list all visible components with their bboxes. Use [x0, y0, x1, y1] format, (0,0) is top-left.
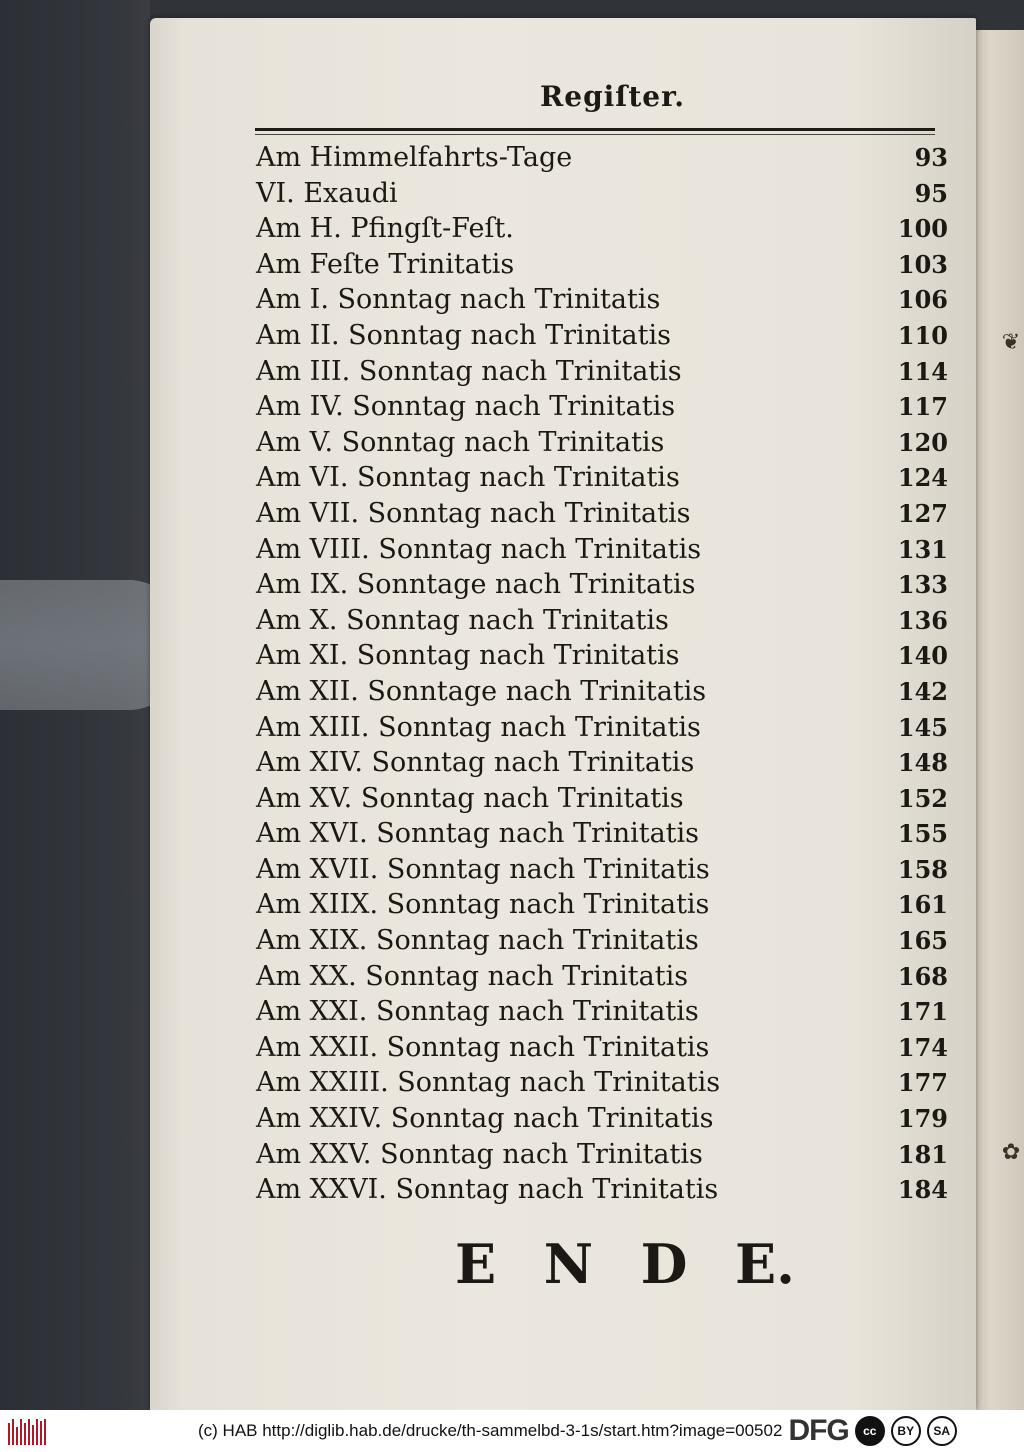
entry-title: Am XXIV. Sonntag nach Trinitatis — [256, 1103, 714, 1135]
viewer-footer — [0, 1410, 1024, 1452]
entry-page-number: 168 — [897, 961, 948, 991]
ornament-icon: ✿ — [1001, 1140, 1021, 1165]
register-entry — [256, 852, 956, 888]
copyright-link[interactable]: (c) HAB http://diglib.hab.de/drucke/th-sammelbd-3-1s/start.htm?image=00502 — [198, 1421, 783, 1440]
entry-page-number: 181 — [897, 1139, 948, 1169]
entry-page-number: 148 — [897, 748, 948, 778]
finis-line — [455, 1232, 795, 1296]
entry-page-number: 103 — [897, 249, 948, 279]
entry-title: Am VI. Sonntag nach Trinitatis — [256, 462, 680, 494]
finis-letter: N — [543, 1232, 594, 1296]
entry-page-number: 142 — [897, 676, 948, 706]
entry-page-number: 158 — [897, 854, 948, 884]
entry-page-number: 161 — [897, 890, 948, 920]
entry-title: Am XIX. Sonntag nach Trinitatis — [256, 925, 699, 957]
register-entry — [256, 389, 956, 425]
entry-page-number: 136 — [897, 605, 948, 635]
entry-title: Am VII. Sonntag nach Trinitatis — [256, 497, 691, 529]
entry-title: VI. Exaudi — [256, 177, 398, 209]
entry-page-number: 131 — [897, 534, 948, 564]
entry-page-number: 124 — [897, 463, 948, 493]
entry-title: Am XVII. Sonntag nach Trinitatis — [256, 853, 710, 885]
entry-title: Am XIII. Sonntag nach Trinitatis — [256, 711, 701, 743]
entry-page-number: 114 — [897, 356, 948, 386]
entry-page-number: 155 — [897, 819, 948, 849]
register-entry — [256, 247, 956, 283]
creative-commons-icon[interactable]: cc — [855, 1416, 885, 1446]
register-entry — [256, 887, 956, 923]
register-entry — [256, 1030, 956, 1066]
entry-title: Am V. Sonntag nach Trinitatis — [256, 426, 665, 458]
register-entry — [256, 567, 956, 603]
entry-title: Am XVI. Sonntag nach Trinitatis — [256, 818, 700, 850]
entry-title: Am XI. Sonntag nach Trinitatis — [256, 640, 680, 672]
facing-page-edge — [976, 30, 1024, 1410]
register-entry — [256, 959, 956, 995]
entry-title: Am XXIII. Sonntag nach Trinitatis — [256, 1067, 721, 1099]
entry-page-number: 120 — [897, 427, 948, 457]
entry-page-number: 93 — [914, 143, 948, 172]
register-entry — [256, 638, 956, 674]
register-entry — [256, 994, 956, 1030]
register-entry — [256, 140, 956, 176]
entry-title: Am X. Sonntag nach Trinitatis — [256, 604, 669, 636]
entry-title: Am IX. Sonntage nach Trinitatis — [256, 569, 696, 601]
entry-title: Am XXVI. Sonntag nach Trinitatis — [256, 1174, 719, 1206]
entry-page-number: 145 — [897, 712, 948, 742]
entry-title: Am XXV. Sonntag nach Trinitatis — [256, 1138, 703, 1170]
entry-page-number: 127 — [897, 498, 948, 528]
register-entry — [256, 532, 956, 568]
entry-page-number: 95 — [914, 178, 948, 208]
register-entry — [256, 211, 956, 247]
finis-letter: D — [640, 1232, 688, 1296]
entry-page-number: 106 — [897, 285, 948, 315]
entry-title: Am XIV. Sonntag nach Trinitatis — [256, 747, 695, 779]
entry-page-number: 171 — [897, 997, 948, 1027]
entry-title: Am Feſte Trinitatis — [256, 248, 515, 280]
entry-title: Am III. Sonntag nach Trinitatis — [256, 355, 682, 387]
register-entry — [256, 1065, 956, 1101]
entry-title: Am IV. Sonntag nach Trinitatis — [256, 391, 676, 423]
register-entry — [256, 354, 956, 390]
entry-title: Am XV. Sonntag nach Trinitatis — [256, 782, 684, 814]
finis-letter: E — [455, 1232, 497, 1296]
entry-page-number: 165 — [897, 926, 948, 956]
register-entry — [256, 745, 956, 781]
entry-title: Am XIIX. Sonntag nach Trinitatis — [256, 889, 710, 921]
header-rule — [255, 128, 935, 131]
entry-title: Am XII. Sonntage nach Trinitatis — [256, 675, 707, 707]
register-entry — [256, 282, 956, 318]
register-entry — [256, 496, 956, 532]
register-entry — [256, 710, 956, 746]
register-entry — [256, 1101, 956, 1137]
register-entry — [256, 816, 956, 852]
register-list — [256, 140, 956, 1208]
entry-title: Am XXII. Sonntag nach Trinitatis — [256, 1031, 710, 1063]
entry-title: Am XXI. Sonntag nach Trinitatis — [256, 996, 699, 1028]
license-badges[interactable] — [855, 1416, 957, 1446]
entry-title: Am Himmelfahrts-Tage — [256, 142, 573, 173]
entry-page-number: 133 — [897, 570, 948, 600]
entry-page-number: 179 — [897, 1104, 948, 1134]
register-entry — [256, 781, 956, 817]
entry-page-number: 100 — [897, 214, 948, 244]
entry-title: Am II. Sonntag nach Trinitatis — [256, 319, 671, 351]
cc-sa-icon[interactable]: SA — [927, 1416, 957, 1446]
running-head: Regiſter. — [540, 80, 686, 113]
entry-title: Am VIII. Sonntag nach Trinitatis — [256, 533, 702, 565]
entry-page-number: 110 — [897, 320, 948, 350]
entry-page-number: 184 — [897, 1175, 948, 1205]
entry-page-number: 140 — [897, 641, 948, 671]
ornament-icon: ❦ — [1001, 330, 1021, 355]
register-entry — [256, 603, 956, 639]
dfg-logo[interactable]: DFG — [788, 1414, 849, 1447]
entry-page-number: 177 — [897, 1068, 948, 1098]
header-rule-thin — [255, 134, 935, 135]
library-logo-icon[interactable] — [8, 1417, 48, 1445]
register-entry — [256, 425, 956, 461]
finis-letter: E. — [735, 1232, 795, 1296]
register-entry — [256, 318, 956, 354]
register-entry — [256, 674, 956, 710]
register-entry — [256, 460, 956, 496]
register-entry — [256, 1172, 956, 1208]
entry-page-number: 117 — [897, 392, 948, 422]
entry-page-number: 152 — [897, 783, 948, 813]
register-entry — [256, 176, 956, 212]
entry-title: Am XX. Sonntag nach Trinitatis — [256, 960, 689, 992]
entry-page-number: 174 — [897, 1032, 948, 1062]
entry-title: Am H. Pfingſt-Feſt. — [256, 213, 514, 245]
register-entry — [256, 1137, 956, 1173]
entry-title: Am I. Sonntag nach Trinitatis — [256, 284, 661, 316]
register-entry — [256, 923, 956, 959]
cc-by-icon[interactable]: BY — [891, 1416, 921, 1446]
